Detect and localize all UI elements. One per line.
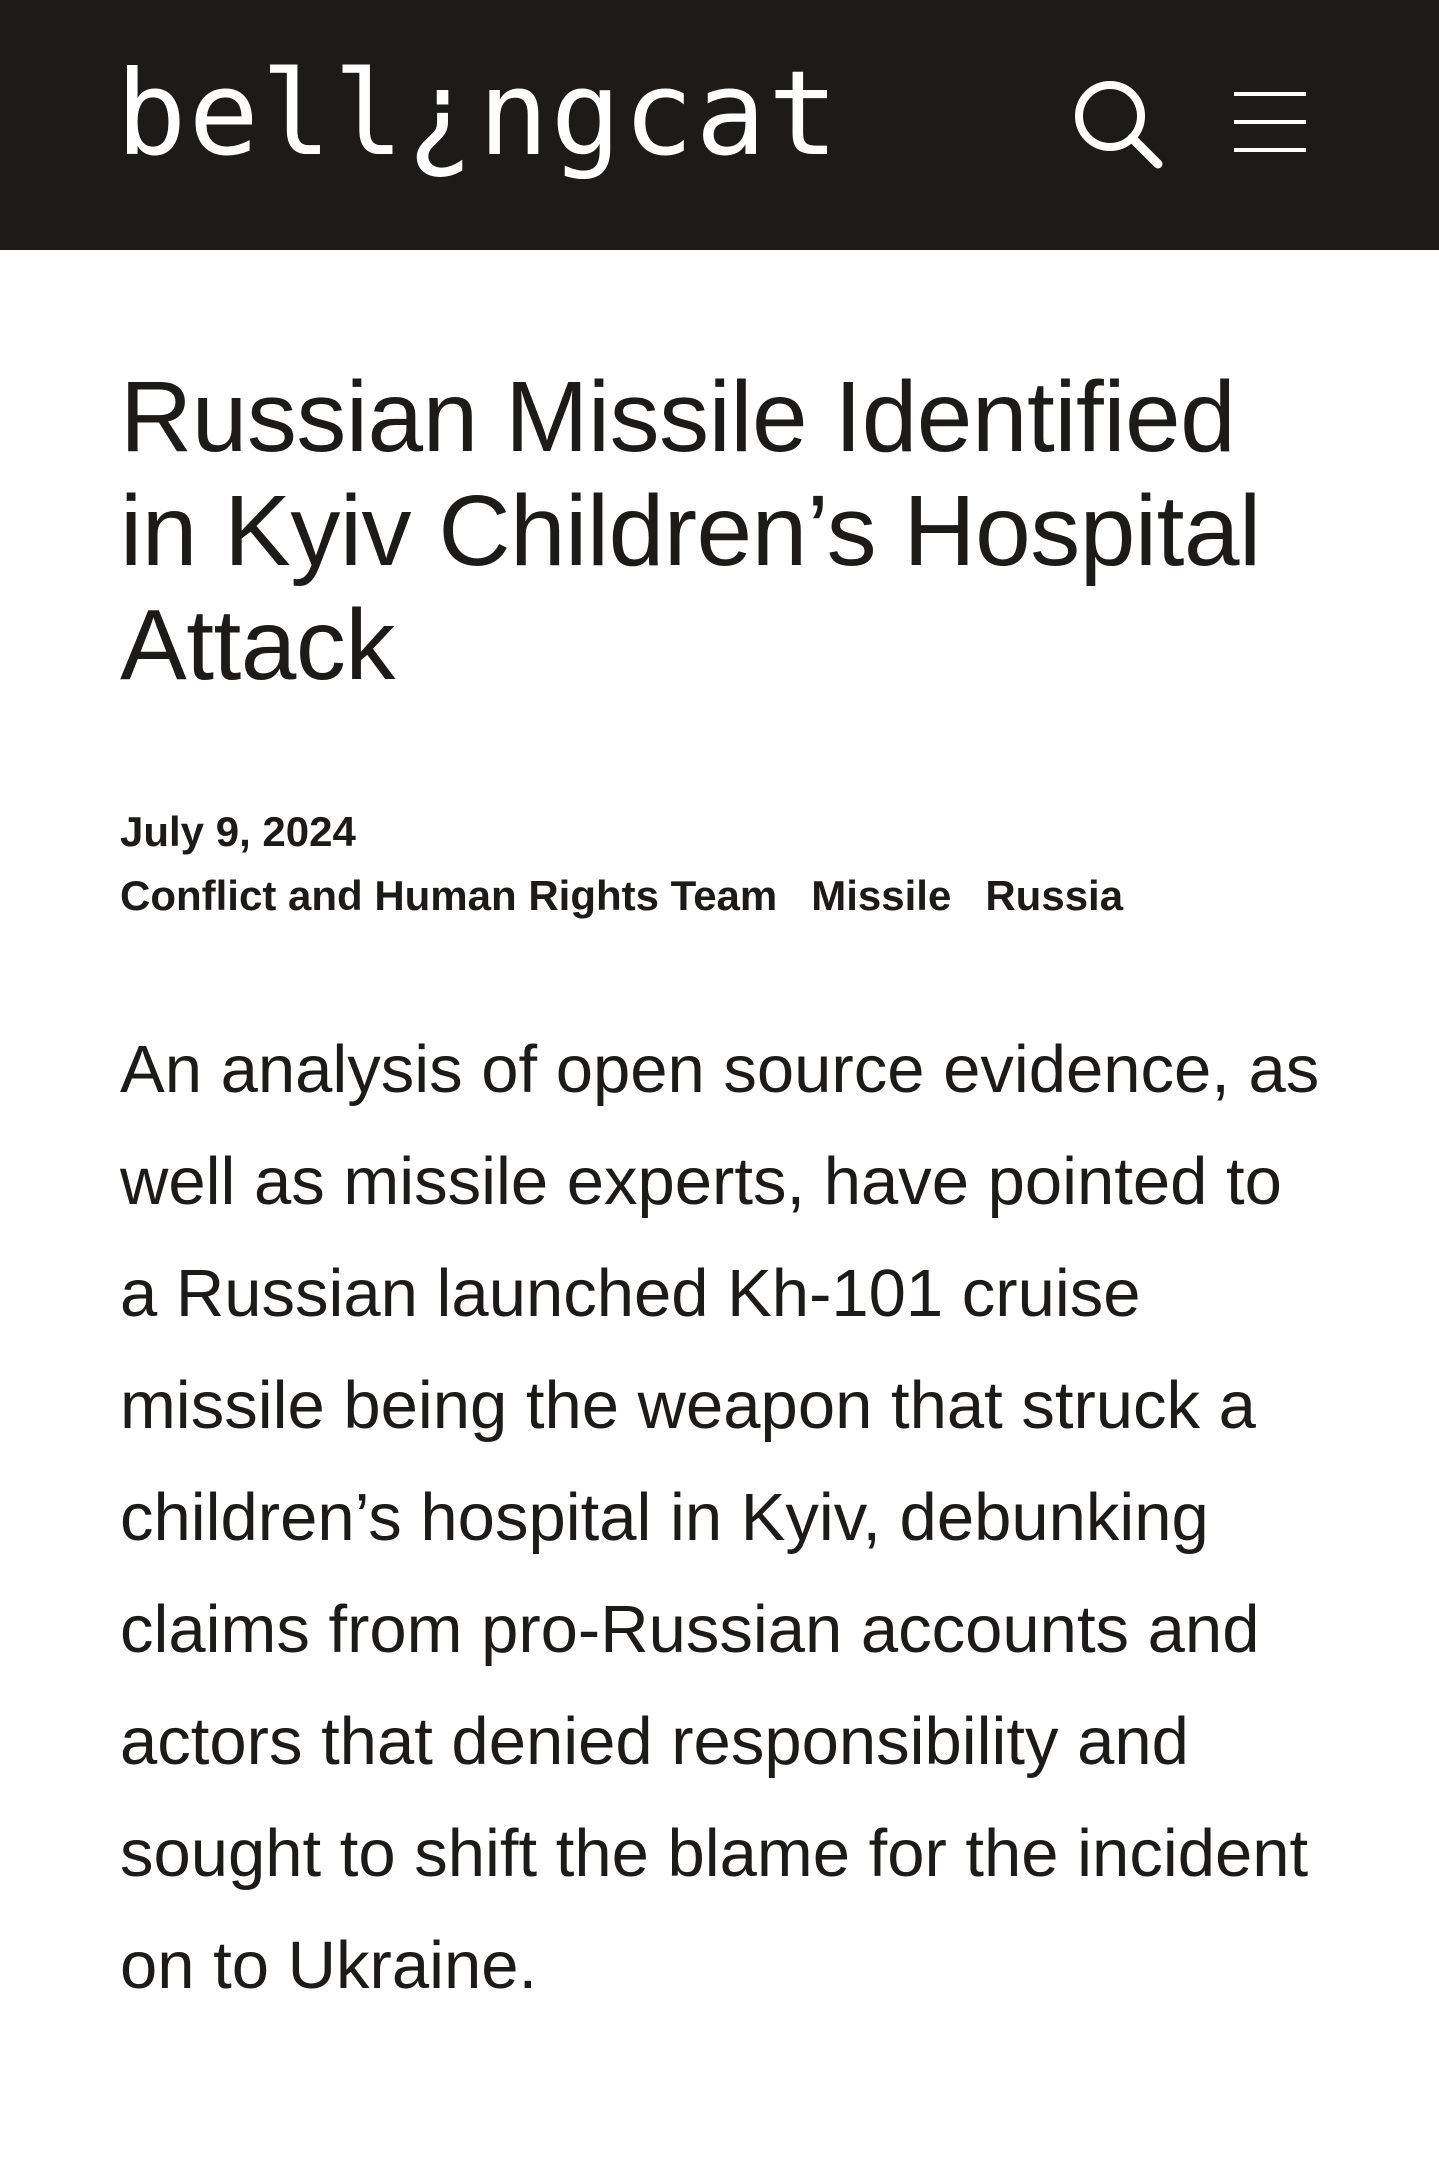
hamburger-menu-icon (1228, 80, 1312, 164)
site-logo[interactable]: bell¿ngcat (116, 45, 841, 182)
tag-russia[interactable]: Russia (985, 872, 1124, 919)
article (120, 360, 1330, 2022)
publish-date: July 9, 2024 (120, 808, 356, 855)
tag-missile[interactable]: Missile (811, 872, 952, 919)
tag-conflict-and-human-rights-team[interactable]: Conflict and Human Rights Team (120, 872, 778, 919)
article-tags (120, 864, 1330, 928)
article-title: Russian Missile Identified in Kyiv Children’s Hospital Attack (120, 361, 1261, 701)
menu-button[interactable] (1228, 80, 1312, 164)
article-lede: An analysis of open source evidence, as well as missile experts, have pointed to a Russian launched Kh-101 cruise missile being the weapon that struck a children’s hospital in Kyiv, debunking claims from pro-Russian accounts and actors that denied responsibility and sought to shift the blame for the incident on to Ukraine. (120, 1032, 1320, 2003)
search-icon (1070, 76, 1166, 172)
site-header (0, 0, 1439, 250)
article-meta (120, 800, 1330, 928)
search-button[interactable] (1070, 76, 1166, 172)
